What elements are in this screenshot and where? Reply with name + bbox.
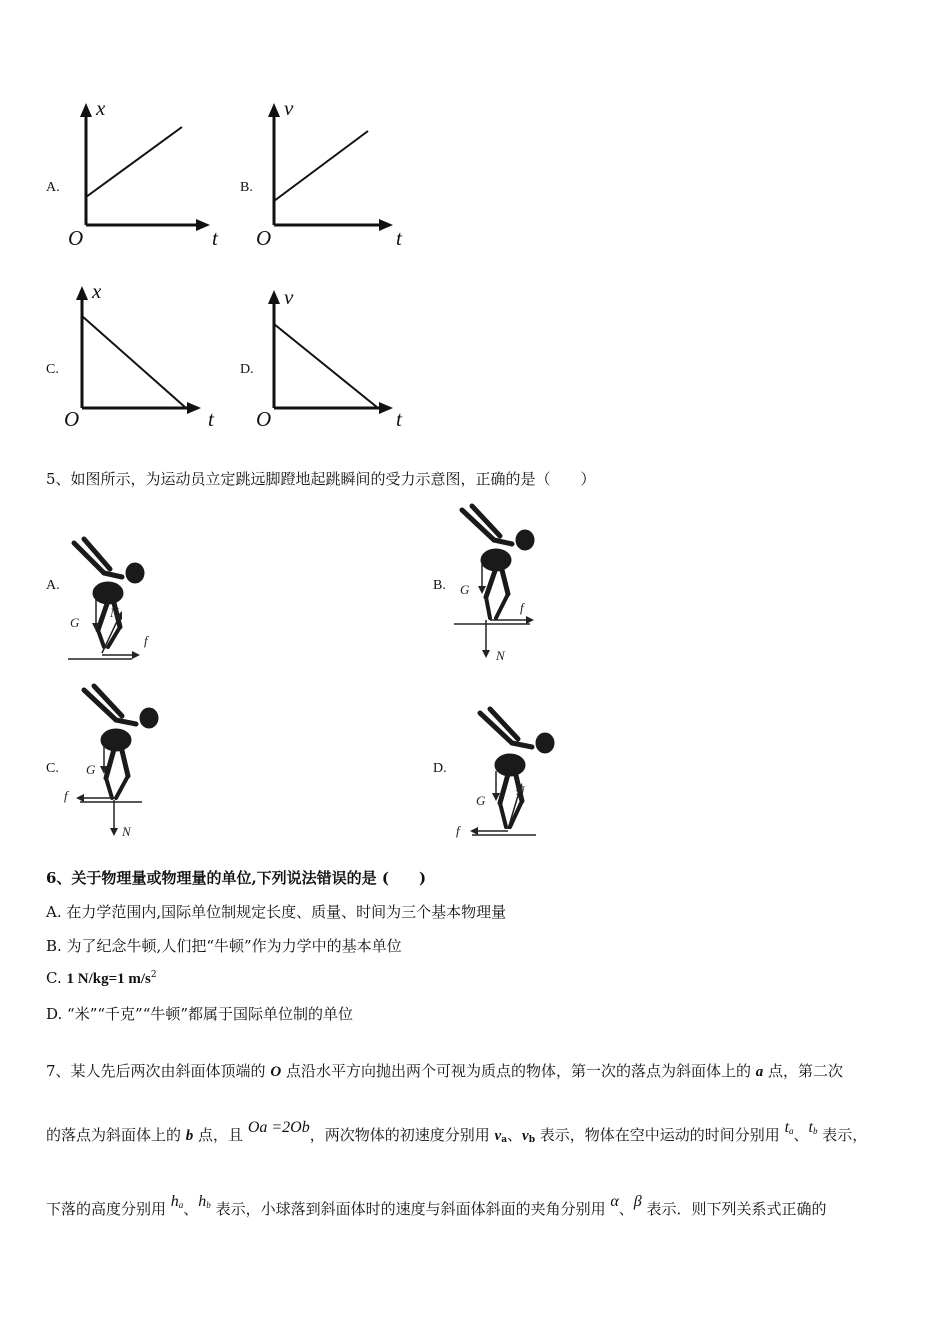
q7-text: 表示， — [817, 1126, 868, 1144]
q5-figure-a — [60, 535, 170, 670]
force-f-label: f — [144, 633, 148, 648]
force-n-label: N — [516, 783, 525, 798]
q6-stem: 6、关于物理量或物理量的单位,下列说法错误的是 ( ) — [46, 869, 427, 887]
x-axis-arrow — [379, 219, 393, 231]
sub-b: b — [206, 1200, 211, 1210]
q7-text: 点，第二次 — [763, 1062, 843, 1080]
separator: 、 — [507, 1126, 523, 1144]
q4-graph-c — [56, 278, 226, 438]
q7-line-1 — [46, 1060, 843, 1081]
q5-figure-d — [452, 705, 562, 845]
origin-label: O — [256, 226, 272, 250]
var-hb: h — [198, 1193, 207, 1210]
q4-graph-a — [60, 95, 230, 255]
separator: 、 — [183, 1200, 199, 1218]
force-f-label: f — [456, 823, 460, 838]
var-vb: v — [522, 1128, 529, 1144]
q7-text: 的落点为斜面体上的 — [46, 1126, 186, 1144]
graph-line — [274, 131, 368, 201]
y-axis-arrow — [76, 286, 88, 300]
point-o: O — [270, 1064, 282, 1080]
x-axis-arrow — [187, 402, 201, 414]
q6-option-d: D. “米”“千克”“牛顿”都属于国际单位制的单位 — [46, 1005, 354, 1023]
origin-label: O — [68, 226, 84, 250]
force-f-label: f — [64, 788, 68, 803]
graph-line — [86, 127, 182, 197]
y-axis-label: v — [284, 96, 294, 120]
sub-a: a — [501, 1135, 508, 1145]
athlete-icon — [84, 686, 158, 798]
separator: 、 — [793, 1126, 809, 1144]
x-axis-label: t — [396, 226, 402, 250]
point-a: a — [755, 1064, 764, 1080]
q4-option-d-label: D. — [240, 362, 254, 377]
athlete-icon — [74, 539, 144, 647]
origin-label: O — [64, 407, 80, 431]
q7-text: 下落的高度分别用 — [46, 1200, 171, 1218]
y-axis-label: x — [92, 279, 102, 303]
q5-figure-b — [448, 502, 558, 667]
x-axis-label: t — [208, 407, 214, 431]
q7-text: 表示．则下列关系式正确的 — [641, 1200, 827, 1218]
sub-a: a — [178, 1200, 184, 1210]
force-g-label: G — [476, 793, 486, 808]
q5-option-b-label: B. — [433, 578, 446, 593]
q7-text: 点，且 — [193, 1126, 248, 1144]
force-g-label: G — [460, 582, 470, 597]
force-n-label: N — [496, 648, 505, 663]
var-ha: h — [170, 1193, 179, 1210]
q4-option-a-label: A. — [46, 180, 60, 195]
q5-option-c-label: C. — [46, 761, 59, 776]
y-axis-arrow — [268, 290, 280, 304]
force-f-arrowhead — [76, 794, 84, 802]
q7-text: 表示，物体在空中运动的时间分别用 — [535, 1126, 785, 1144]
sub-b: b — [528, 1135, 536, 1145]
sub-a: a — [789, 1126, 794, 1136]
q6-option-a: A. 在力学范围内,国际单位制规定长度、质量、时间为三个基本物理量 — [46, 903, 507, 921]
x-axis-label: t — [396, 407, 402, 431]
force-n-label: N — [122, 824, 131, 839]
q7-text: 表示，小球落到斜面体时的速度与斜面体斜面的夹角分别用 — [210, 1200, 611, 1218]
q7-line-2 — [46, 1119, 868, 1145]
var-va: v — [494, 1128, 502, 1144]
q5-option-d-label: D. — [433, 761, 447, 776]
force-g-label: G — [86, 762, 96, 777]
sub-b: b — [812, 1126, 818, 1136]
force-f-arrowhead — [470, 827, 478, 835]
q7-text: ，两次物体的初速度分别用 — [309, 1126, 495, 1144]
x-axis-label: t — [212, 226, 218, 250]
force-n-arrowhead — [110, 828, 118, 836]
q6-option-c-label: C. — [46, 969, 62, 987]
athlete-icon — [480, 709, 554, 827]
q6-option-c-formula: 1 N/kg=1 m/s — [66, 971, 151, 987]
point-b: b — [185, 1128, 194, 1144]
q5-stem: 5、如图所示，为运动员立定跳远脚蹬地起跳瞬间的受力示意图，正确的是（ ） — [46, 470, 596, 488]
y-axis-arrow — [268, 103, 280, 117]
q7-text: 7、某人先后两次由斜面体顶端的 — [46, 1062, 271, 1080]
force-f-arrowhead — [526, 616, 534, 624]
force-g-label: G — [70, 615, 80, 630]
q6-option-c-exponent: 2 — [150, 970, 157, 980]
x-axis-arrow — [196, 219, 210, 231]
q4-graph-b — [248, 95, 418, 255]
equation-oa-2ob: Oa =2Ob — [247, 1119, 310, 1136]
y-axis-arrow — [80, 103, 92, 117]
y-axis-label: x — [96, 96, 106, 120]
separator: 、 — [618, 1200, 634, 1218]
q7-line-3 — [46, 1193, 827, 1219]
var-ta: t — [784, 1119, 790, 1136]
force-f-arrowhead — [132, 651, 140, 659]
q7-text: 点沿水平方向抛出两个可视为质点的物体，第一次的落点为斜面体上的 — [281, 1062, 756, 1080]
y-axis-label: v — [284, 285, 294, 309]
var-alpha: α — [610, 1193, 619, 1210]
force-f-label: f — [520, 600, 524, 615]
graph-line — [274, 324, 378, 408]
force-n-arrowhead — [482, 650, 490, 658]
q4-option-c-label: C. — [46, 362, 59, 377]
var-tb: t — [808, 1119, 813, 1136]
q4-option-b-label: B. — [240, 180, 253, 195]
q5-option-a-label: A. — [46, 578, 60, 593]
force-n-label: N — [110, 605, 119, 620]
var-beta: β — [633, 1193, 642, 1210]
q4-graph-d — [248, 278, 418, 438]
graph-line — [82, 316, 186, 408]
q6-option-c — [46, 969, 157, 988]
q5-figure-c — [60, 682, 170, 842]
origin-label: O — [256, 407, 272, 431]
q6-option-b: B. 为了纪念牛顿,人们把“牛顿”作为力学中的基本单位 — [46, 937, 402, 955]
x-axis-arrow — [379, 402, 393, 414]
